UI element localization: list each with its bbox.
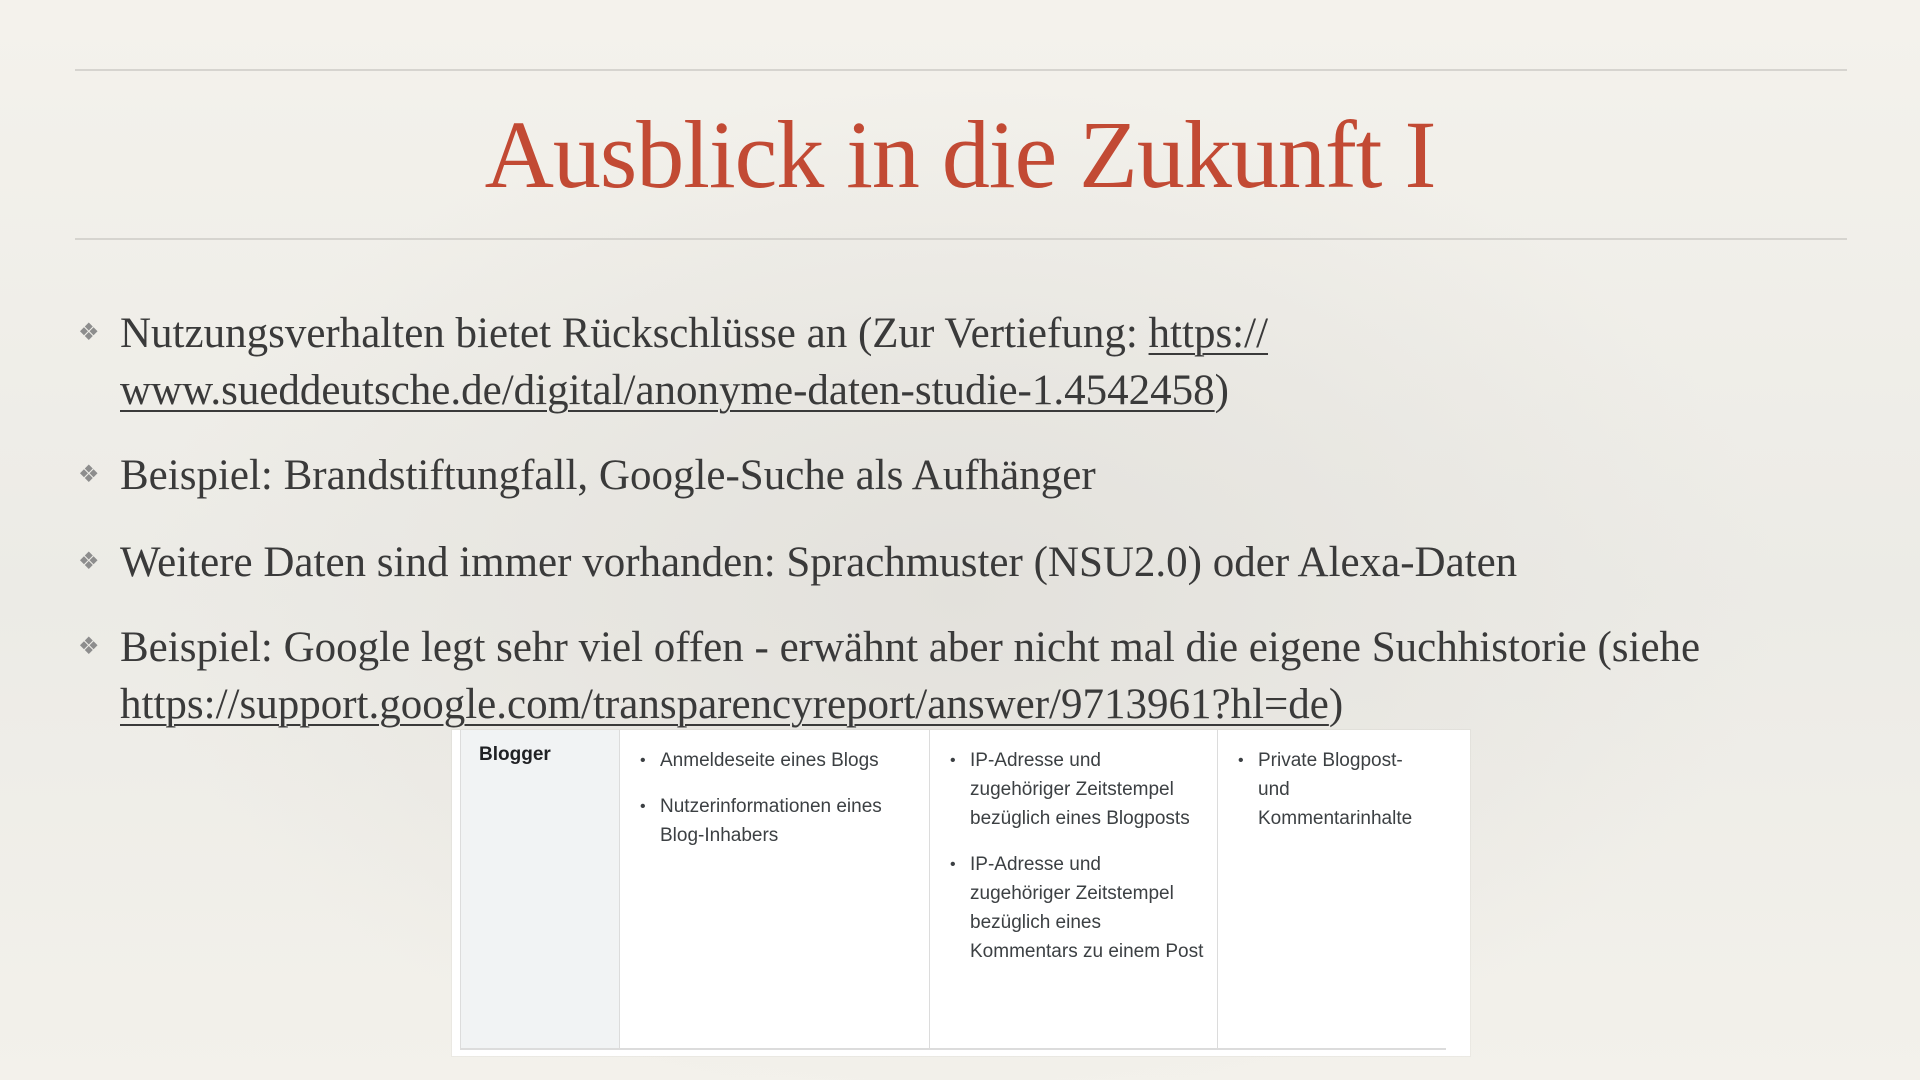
diamond-bullet-icon: ❖ xyxy=(78,320,100,346)
diamond-bullet-icon: ❖ xyxy=(78,549,100,575)
list-item: • Private Blogpost- und Kommentarinhalte xyxy=(1236,746,1434,833)
cell-list xyxy=(638,746,915,850)
bullet-item xyxy=(78,447,1858,504)
table-column xyxy=(1218,730,1446,1048)
google-transparency-link[interactable]: https://support.google.com/transparencyreport/answer/9713961?hl=de xyxy=(120,681,1329,728)
list-item: • IP-Adresse und zugehöriger Zeitstempel bezüglich eines Blogposts xyxy=(948,746,1205,833)
bullet-text: Nutzungsverhalten bietet Rückschlüsse an (Zur Vertiefung: xyxy=(120,310,1149,357)
sueddeutsche-link[interactable]: https:// www.sueddeutsche.de/digital/anonyme-daten-studie-1.4542458 xyxy=(120,310,1269,414)
bullet-list xyxy=(78,305,1858,761)
bullet-item: ❖ Nutzungsverhalten bietet Rückschlüsse an (Zur Vertiefung: https:// www.sueddeutsche.de/digital/anonyme-daten-studie-1.4542458) xyxy=(78,305,1858,419)
data-table xyxy=(460,730,1446,1050)
list-item: • IP-Adresse und zugehöriger Zeitstempel bezüglich eines Kommentars zu einem Post xyxy=(948,850,1205,966)
bullet-text: Beispiel: Google legt sehr viel offen - erwähnt aber nicht mal die eigene Suchhistorie (siehe xyxy=(120,624,1701,671)
transparency-table-screenshot xyxy=(452,730,1470,1056)
bullet-item xyxy=(78,534,1858,591)
dot-bullet-icon: • xyxy=(950,856,956,873)
dot-bullet-icon: • xyxy=(640,752,646,769)
dot-bullet-icon: • xyxy=(1238,752,1244,769)
product-name-cell: Blogger xyxy=(460,730,620,1048)
bullet-text: Weitere Daten sind immer vorhanden: Sprachmuster (NSU2.0) oder Alexa-Daten xyxy=(120,539,1518,586)
diamond-bullet-icon: ❖ xyxy=(78,634,100,660)
list-item: • Anmeldeseite eines Blogs xyxy=(638,746,915,775)
top-divider xyxy=(75,69,1847,71)
bullet-text: Beispiel: Brandstiftungfall, Google-Suche als Aufhänger xyxy=(120,452,1096,499)
slide-title: Ausblick in die Zukunft I xyxy=(484,101,1436,208)
dot-bullet-icon: • xyxy=(640,798,646,815)
list-item: • Nutzerinformationen eines Blog-Inhabers xyxy=(638,792,915,850)
bullet-item: ❖ Beispiel: Google legt sehr viel offen - erwähnt aber nicht mal die eigene Suchhistorie (siehe https://support.google.com/transparencyreport/answer/9713961?hl=de) xyxy=(78,619,1858,733)
title-divider xyxy=(75,238,1847,240)
cell-list xyxy=(1236,746,1434,833)
diamond-bullet-icon: ❖ xyxy=(78,462,100,488)
table-column xyxy=(620,730,930,1048)
dot-bullet-icon: • xyxy=(950,752,956,769)
cell-list xyxy=(948,746,1205,966)
table-column xyxy=(930,730,1218,1048)
